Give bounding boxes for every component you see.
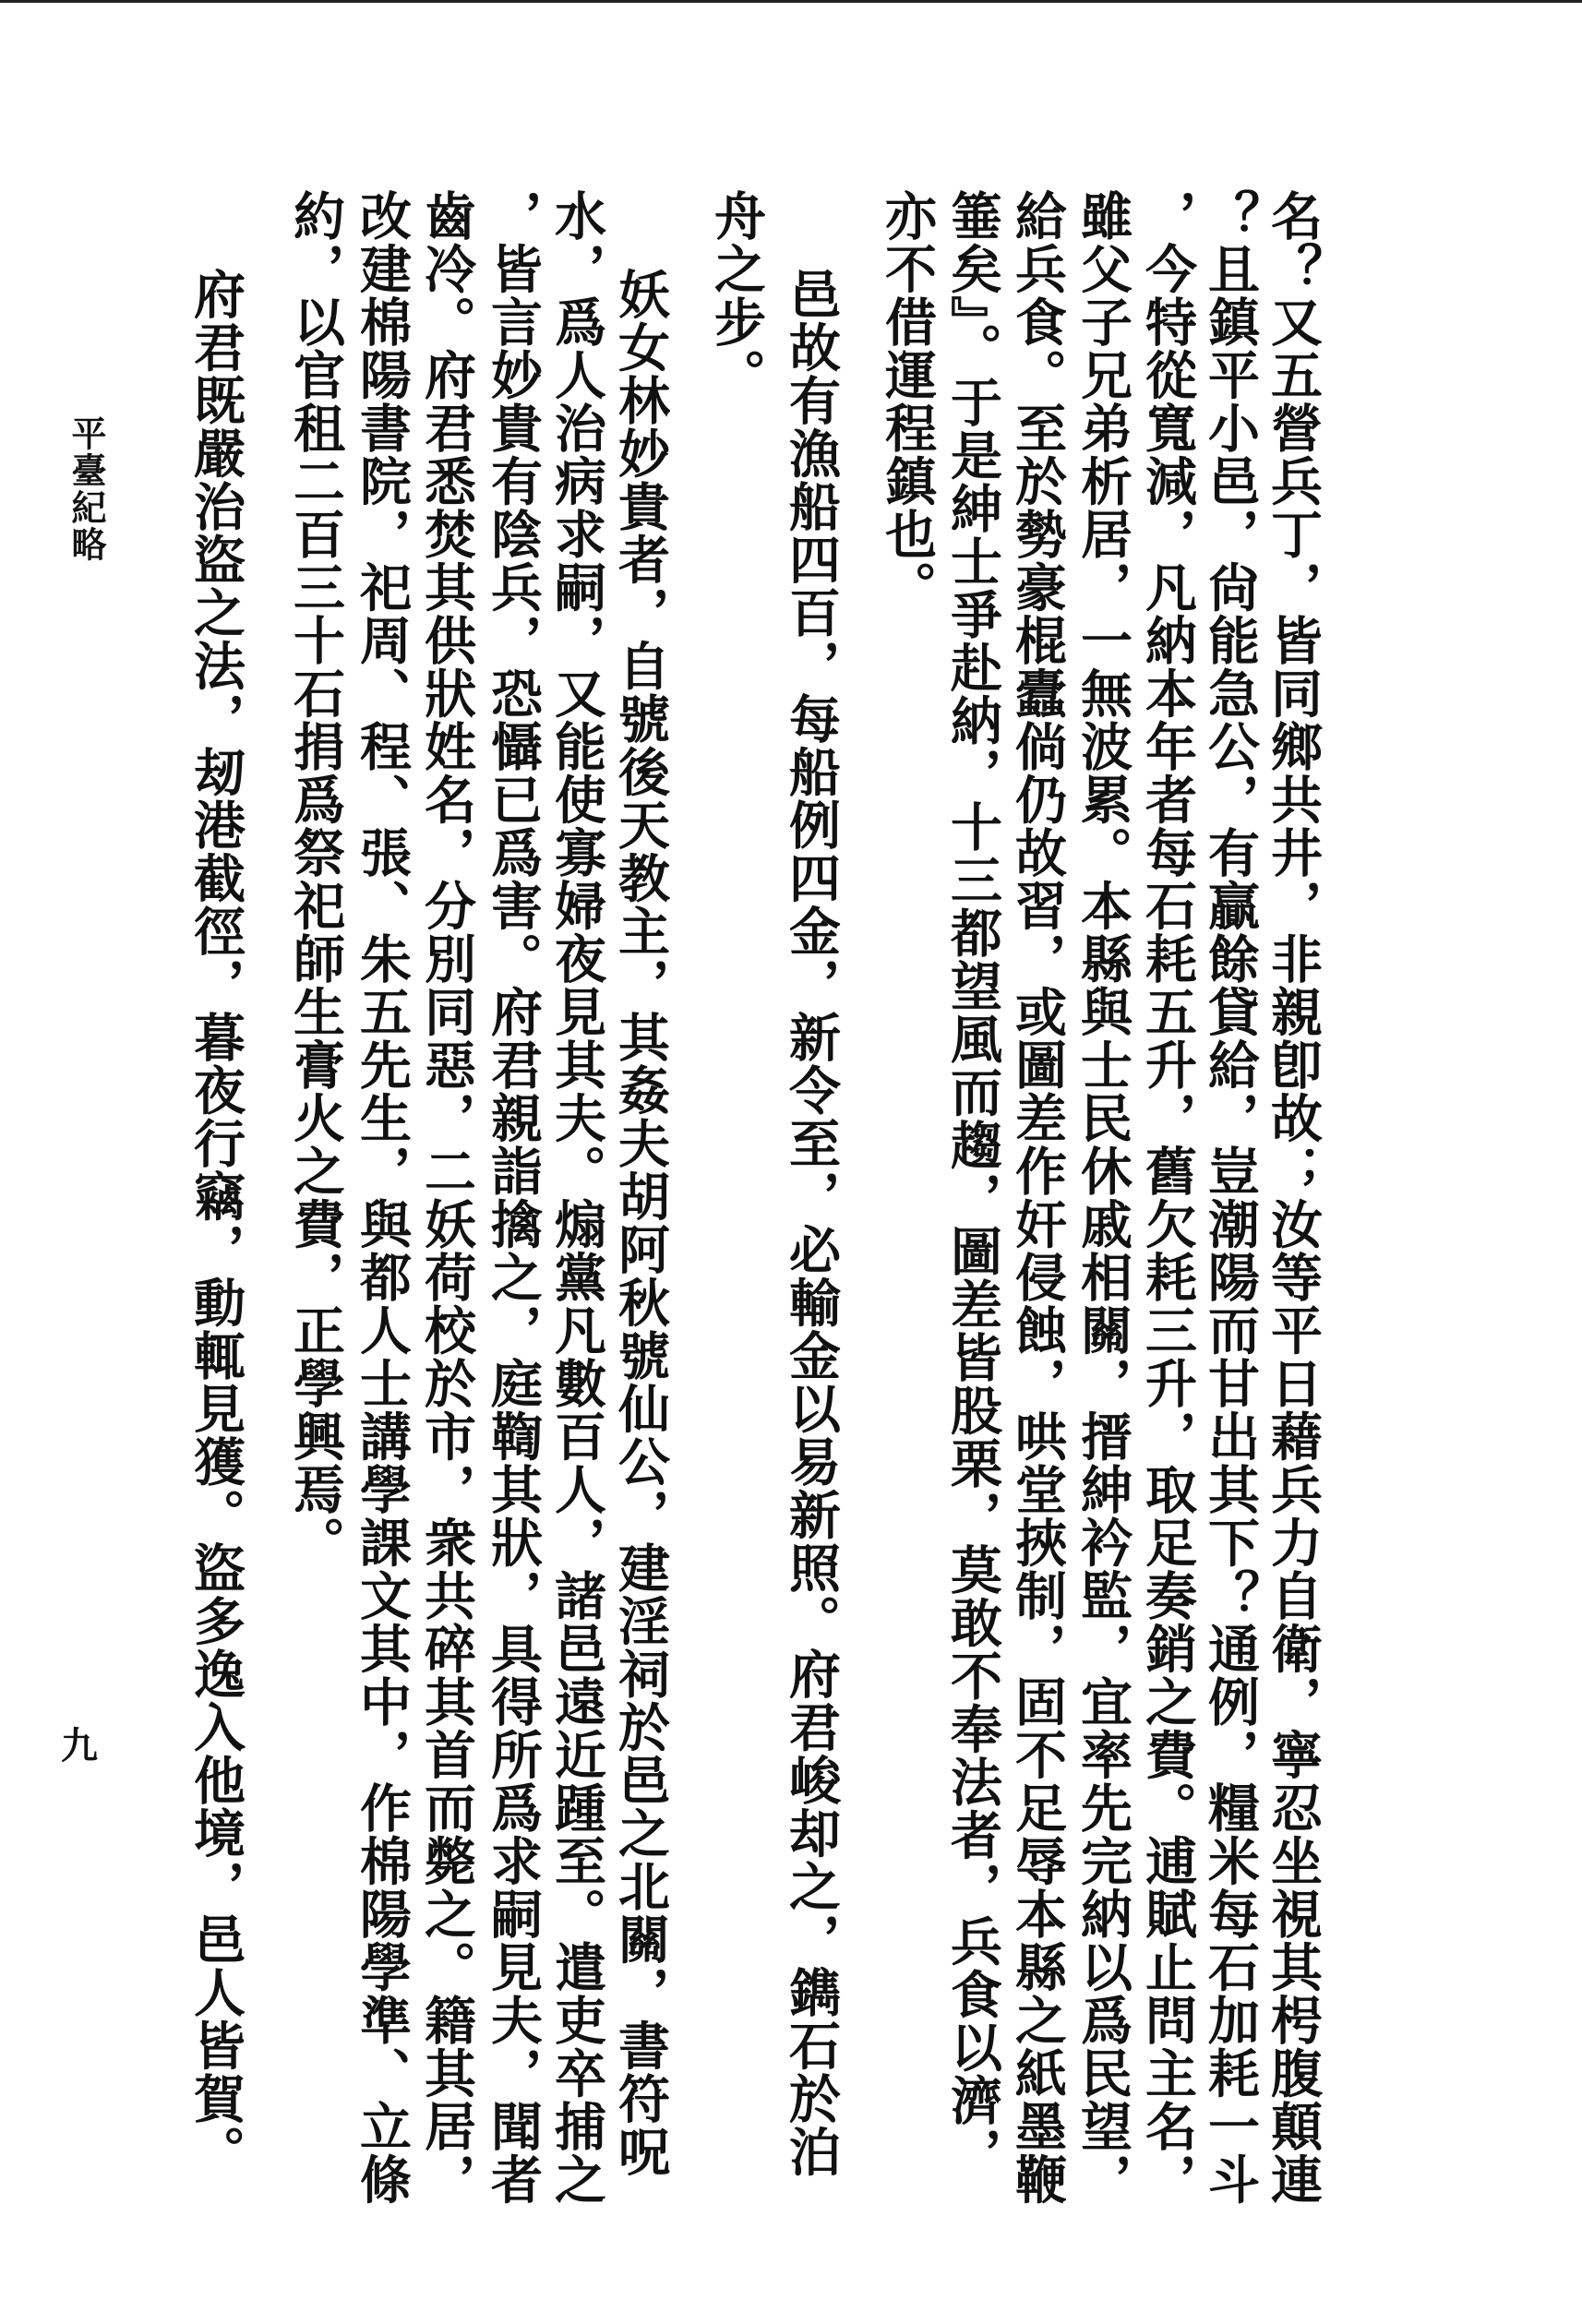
text-column-8: 邑故有漁船四百，每船例四金，新令至，必輸金以易新照。府君峻却之，鐫石於泊 (781, 268, 842, 2178)
text-column-4: 雖父子兄弟析居，一無波累。本縣與士民休戚相關，搢紳衿監，宜率先完納以爲民望， (1073, 189, 1133, 2206)
text-column-3: ，今特從寬減，凡納本年者每石耗五升，舊欠耗三升，取足奏銷之費。逋賦止問主名， (1137, 189, 1198, 2206)
text-column-12: ，皆言妙貴有陰兵，恐懾已爲害。府君親詣擒之，庭鞫其狀，具得所爲求嗣見夫，聞者 (483, 189, 544, 2206)
text-column-7: 亦不借運程鎮也。 (877, 189, 938, 614)
text-column-9: 舟之步。 (706, 189, 767, 401)
text-column-10: 妖女林妙貴者，自號後天教主，其姦夫胡阿秋號仙公，建淫祠於邑之北關，書符呪 (610, 268, 671, 2178)
text-column-1: 名？又五營兵丁，皆同鄉共井，非親卽故；汝等平日藉兵力自衛，寧忍坐視其枵腹顛連 (1263, 189, 1324, 2206)
top-border-line (0, 0, 1582, 3)
text-column-6: 箠矣』。于是紳士爭赴納，十三都望風而趨，圖差皆股栗，莫敢不奉法者，兵食以濟， (942, 189, 1003, 2180)
text-column-16: 府君既嚴治盜之法，刼港截徑，暮夜行竊，動輒見獲。盜多逸入他境，邑人皆賀。 (186, 268, 246, 2178)
text-column-15: 約，以官租二百三十石捐爲祭祀師生膏火之費，正學興焉。 (285, 189, 346, 1569)
text-column-11: 水，爲人治病求嗣，又能使寡婦夜見其夫。煽黨凡數百人，諸邑遠近踵至。遣吏卒捕之 (546, 189, 607, 2206)
text-column-2: ？且鎮平小邑，尙能急公，有贏餘貸給，豈潮陽而甘出其下？通例，糧米每石加耗一斗 (1200, 189, 1261, 2206)
page-number: 九 (61, 1724, 98, 1767)
text-column-13: 齒冷。府君悉焚其供狀姓名，分別同惡，二妖荷校於市，衆共碎其首而斃之。籍其居， (416, 189, 477, 2206)
text-column-14: 改建棉陽書院，祀周、程、張、朱五先生，與都人士講學課文其中，作棉陽學準、立條 (352, 189, 413, 2206)
book-title: 平臺紀略 (66, 415, 107, 563)
text-column-5: 給兵食。至於勢豪棍蠹倘仍故習，或圖差作奸侵蝕，哄堂挾制，固不足辱本縣之紙墨鞭 (1007, 189, 1068, 2206)
